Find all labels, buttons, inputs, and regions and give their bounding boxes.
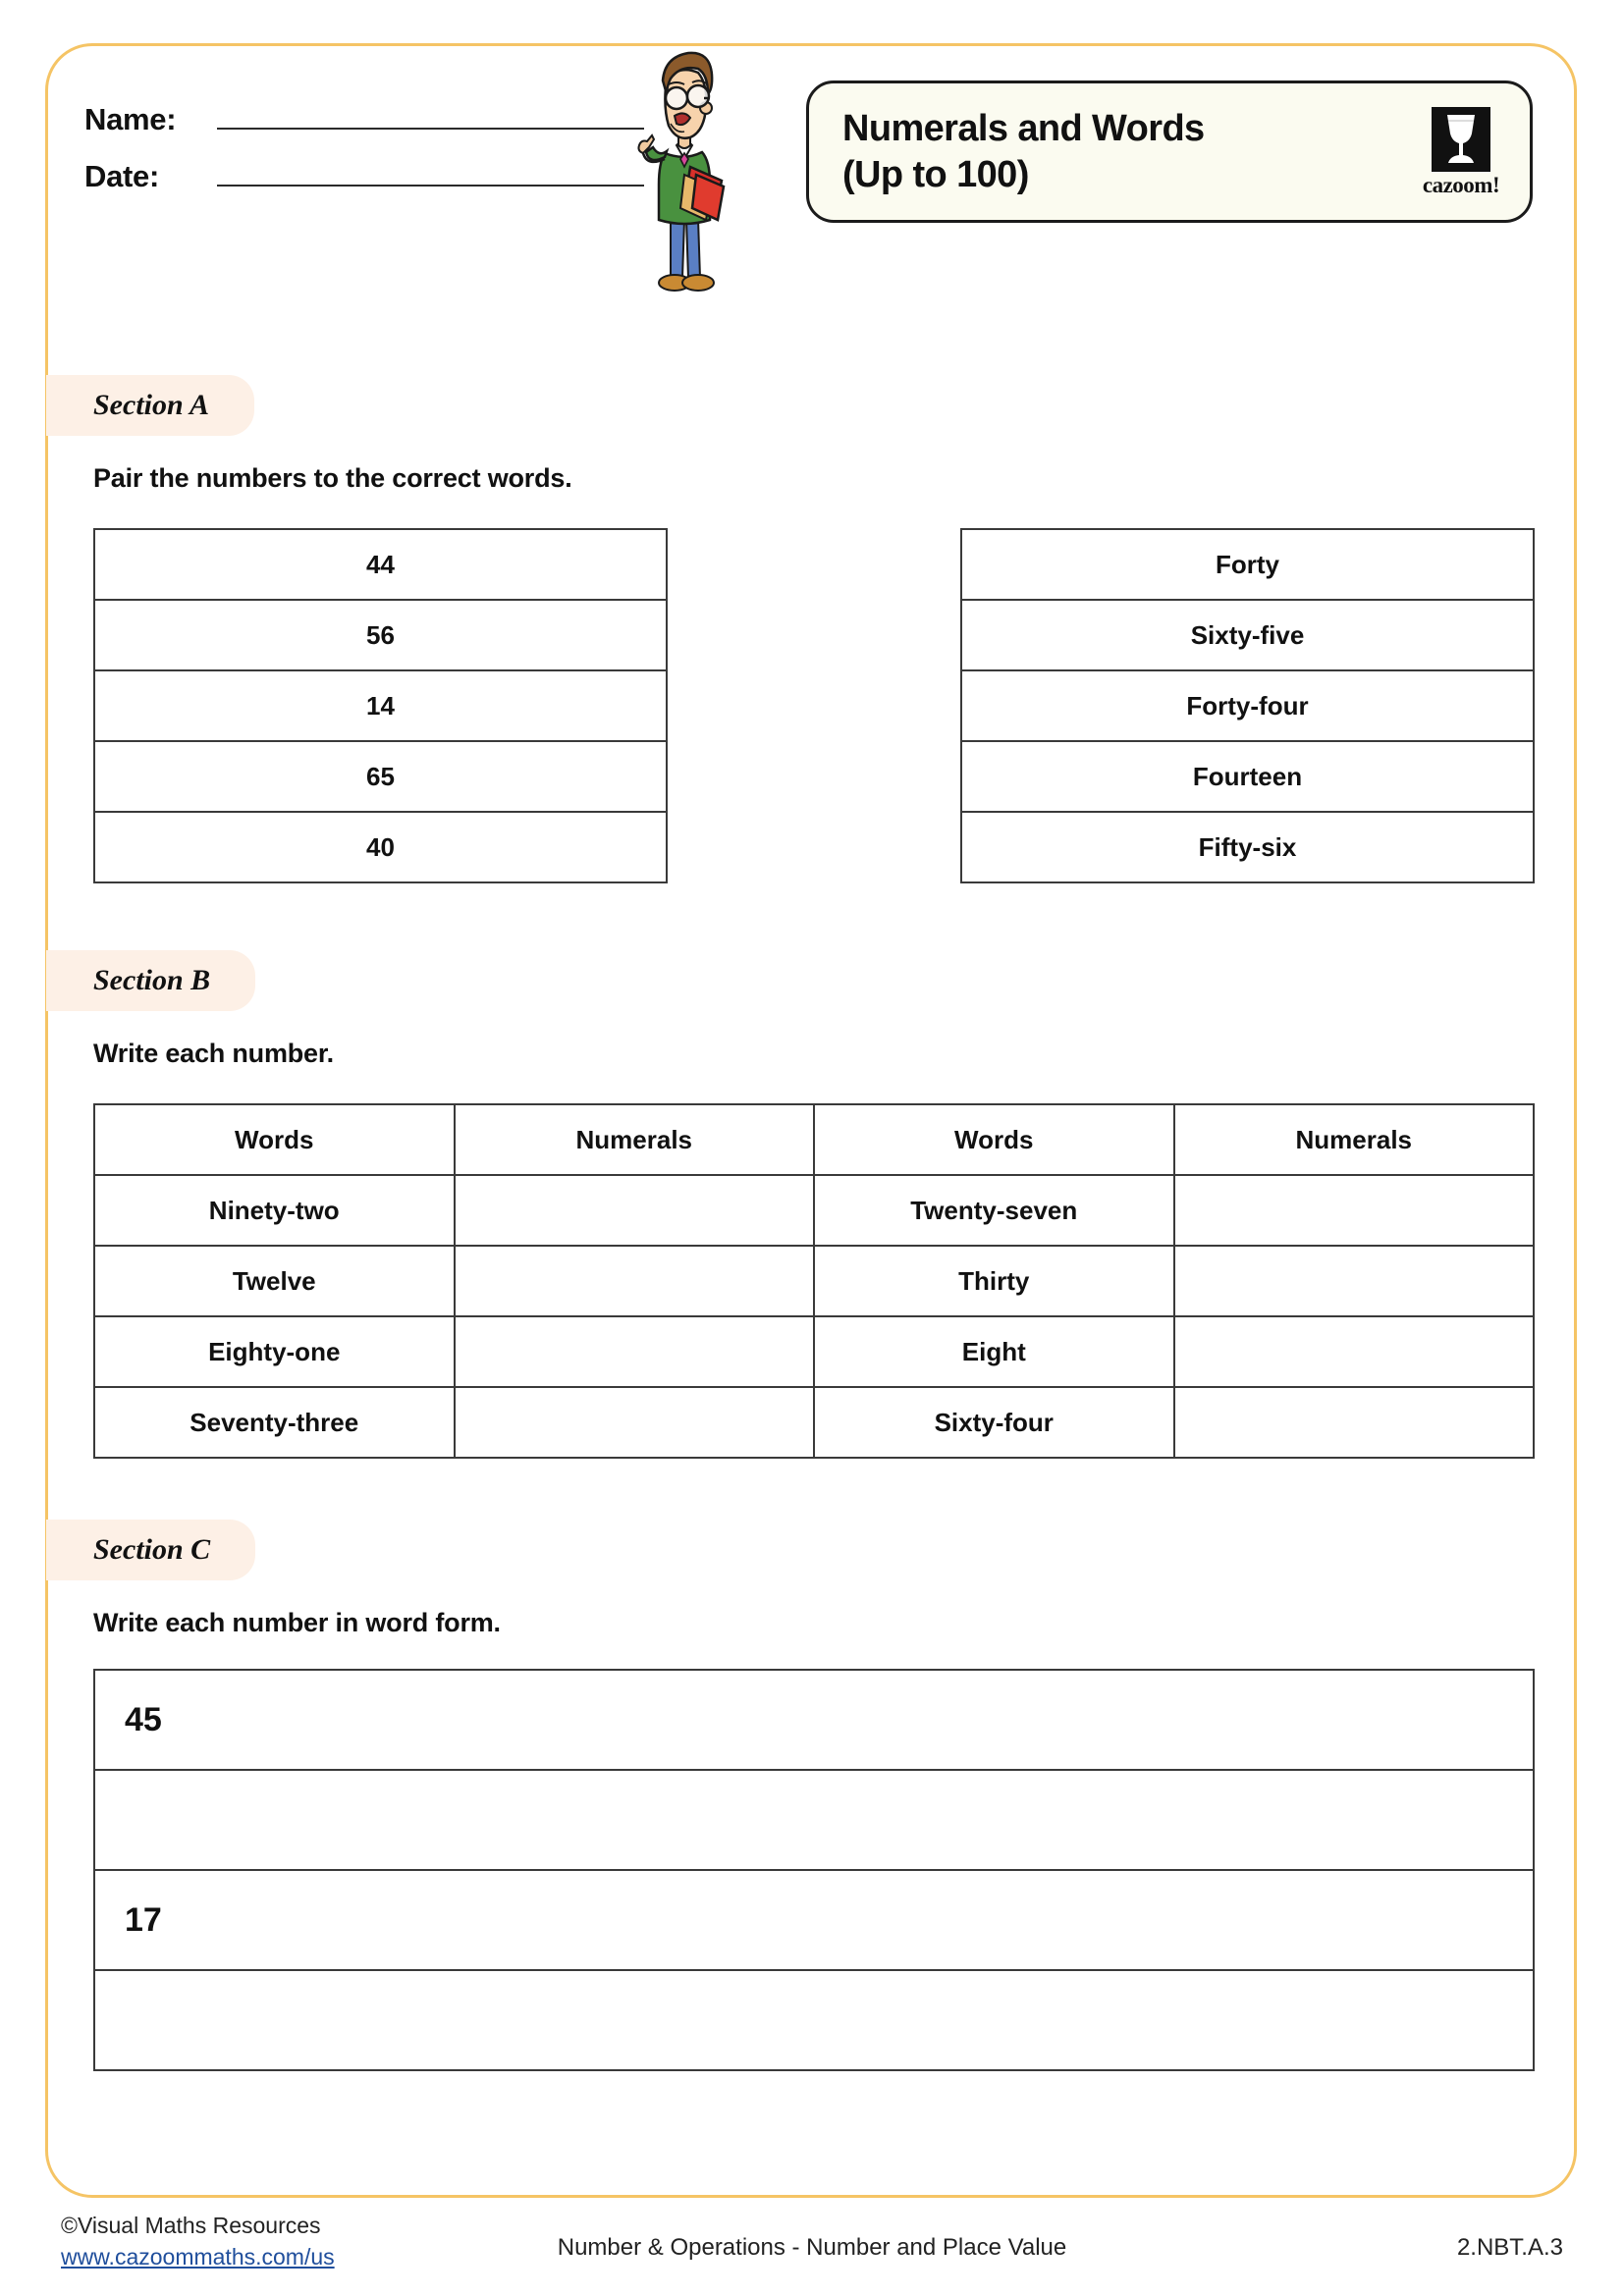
- table-row: [94, 1387, 1534, 1458]
- word-cell[interactable]: Fifty-six: [961, 812, 1534, 882]
- table-row: [94, 670, 667, 741]
- goblet-shape: [1439, 112, 1483, 167]
- word-cell: Twelve: [94, 1246, 455, 1316]
- section-a-instruction: Pair the numbers to the correct words.: [93, 463, 572, 493]
- section-c-instruction: Write each number in word form.: [93, 1608, 501, 1637]
- date-label: Date:: [84, 159, 160, 193]
- worksheet-footer: [0, 2211, 1624, 2289]
- title-box: [806, 80, 1533, 223]
- number-cell[interactable]: 65: [94, 741, 667, 812]
- table-row: [961, 741, 1534, 812]
- answer-cell[interactable]: [94, 1970, 1534, 2070]
- table-row: [961, 529, 1534, 600]
- section-b-label: Section B: [93, 964, 211, 996]
- section-a-numbers-table: [93, 528, 668, 883]
- number-cell[interactable]: 44: [94, 529, 667, 600]
- worksheet-header: [45, 43, 1577, 308]
- page-title-line2: (Up to 100): [842, 153, 1029, 195]
- student-info-block: [84, 102, 644, 216]
- table-header-row: [94, 1104, 1534, 1175]
- website-link[interactable]: www.cazoommaths.com/us: [61, 2243, 335, 2269]
- table-row: [94, 1175, 1534, 1246]
- copyright-text: ©Visual Maths Resources: [61, 2213, 321, 2238]
- page-title: [842, 106, 1414, 197]
- column-header-words-1: Words: [94, 1104, 455, 1175]
- number-cell: 17: [94, 1870, 1534, 1970]
- column-header-words-2: Words: [814, 1104, 1174, 1175]
- column-header-numerals-2: Numerals: [1174, 1104, 1535, 1175]
- section-a-words-table: [960, 528, 1535, 883]
- answer-cell[interactable]: [1174, 1316, 1535, 1387]
- answer-cell[interactable]: [455, 1316, 815, 1387]
- goblet-icon: [1432, 107, 1490, 172]
- table-row: [94, 1970, 1534, 2070]
- word-cell: Sixty-four: [814, 1387, 1174, 1458]
- word-cell: Eight: [814, 1316, 1174, 1387]
- date-input-line[interactable]: [217, 159, 644, 187]
- word-cell[interactable]: Forty: [961, 529, 1534, 600]
- answer-cell[interactable]: [1174, 1175, 1535, 1246]
- answer-cell[interactable]: [455, 1387, 815, 1458]
- answer-cell[interactable]: [1174, 1246, 1535, 1316]
- section-c-header: [46, 1520, 255, 1580]
- name-input-line[interactable]: [217, 102, 644, 130]
- table-row: [961, 812, 1534, 882]
- word-cell[interactable]: Sixty-five: [961, 600, 1534, 670]
- number-cell[interactable]: 14: [94, 670, 667, 741]
- table-row: [94, 812, 667, 882]
- section-a-header: [46, 375, 254, 436]
- footer-standard-code: 2.NBT.A.3: [1456, 2234, 1563, 2261]
- word-cell[interactable]: Fourteen: [961, 741, 1534, 812]
- number-cell[interactable]: 56: [94, 600, 667, 670]
- answer-cell[interactable]: [1174, 1387, 1535, 1458]
- teacher-illustration: [620, 37, 752, 302]
- table-row: [94, 1246, 1534, 1316]
- name-label: Name:: [84, 102, 177, 136]
- answer-cell[interactable]: [455, 1246, 815, 1316]
- column-header-numerals-1: Numerals: [455, 1104, 815, 1175]
- table-row: [94, 1870, 1534, 1970]
- table-row: [94, 1316, 1534, 1387]
- page-title-line1: Numerals and Words: [842, 108, 1205, 150]
- number-cell[interactable]: 40: [94, 812, 667, 882]
- answer-cell[interactable]: [455, 1175, 815, 1246]
- section-a-label: Section A: [93, 389, 210, 421]
- word-cell: Ninety-two: [94, 1175, 455, 1246]
- table-row: [94, 600, 667, 670]
- table-row: [94, 529, 667, 600]
- footer-topic: Number & Operations - Number and Place Value: [557, 2234, 1067, 2261]
- word-cell: Eighty-one: [94, 1316, 455, 1387]
- section-c-label: Section C: [93, 1533, 211, 1566]
- table-row: [94, 741, 667, 812]
- name-field-row: [84, 102, 644, 137]
- section-b-instruction: Write each number.: [93, 1039, 334, 1068]
- cazoom-logo: [1414, 107, 1508, 196]
- table-row: [961, 670, 1534, 741]
- word-cell: Twenty-seven: [814, 1175, 1174, 1246]
- date-field-row: [84, 159, 644, 194]
- number-cell: 45: [94, 1670, 1534, 1770]
- section-b-table: [93, 1103, 1535, 1459]
- table-row: [94, 1670, 1534, 1770]
- word-cell[interactable]: Forty-four: [961, 670, 1534, 741]
- word-cell: Thirty: [814, 1246, 1174, 1316]
- word-cell: Seventy-three: [94, 1387, 455, 1458]
- section-b-header: [46, 950, 255, 1011]
- section-c-table: [93, 1669, 1535, 2071]
- answer-cell[interactable]: [94, 1770, 1534, 1870]
- cazoom-wordmark: cazoom!: [1422, 173, 1500, 197]
- table-row: [961, 600, 1534, 670]
- table-row: [94, 1770, 1534, 1870]
